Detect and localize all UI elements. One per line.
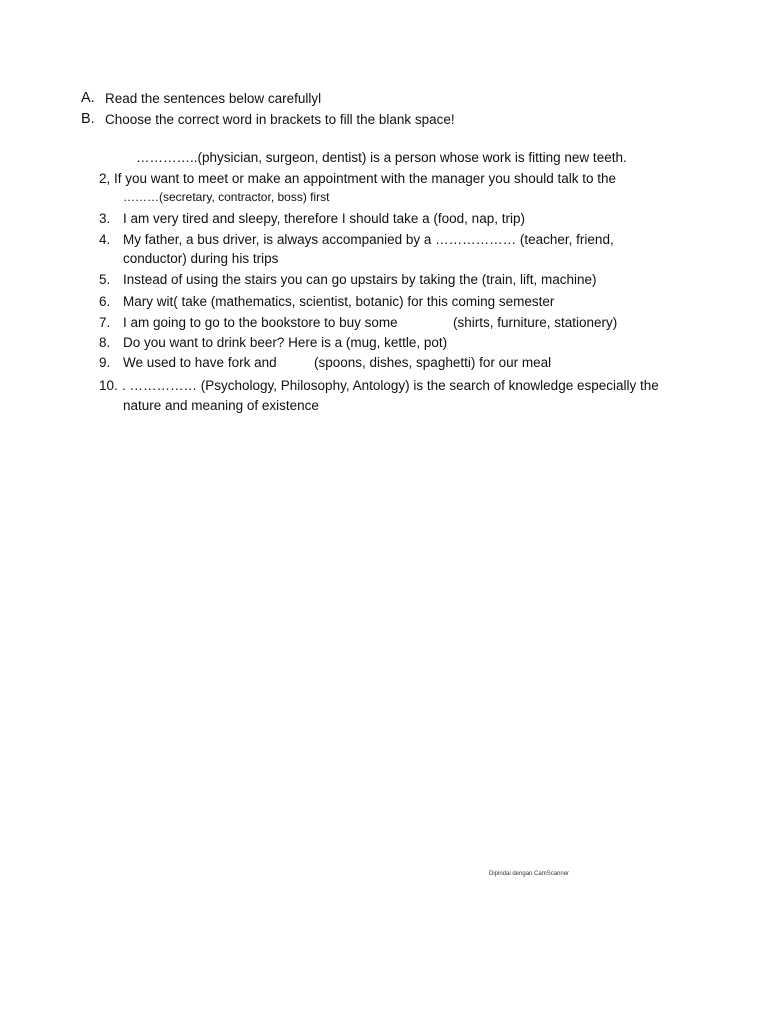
question-5-text: Instead of using the stairs you can go upstairs by taking the (train, lift, machine) <box>123 272 597 287</box>
question-7-text-a: I am going to go to the bookstore to buy some <box>123 315 398 330</box>
question-7-number: 7. <box>99 315 111 330</box>
instruction-a-text: Read the sentences below carefullyl <box>105 91 322 106</box>
question-4-line-2: conductor) during his trips <box>123 251 279 266</box>
question-3-number: 3. <box>99 211 111 226</box>
instruction-a-letter: A. <box>81 90 95 106</box>
scanner-footer-text: Dipindai dengan CamScanner <box>489 871 570 877</box>
question-10-line-2: nature and meaning of existence <box>123 398 319 413</box>
question-10-number: 10. <box>99 378 118 393</box>
instruction-b-text: Choose the correct word in brackets to fill the blank space! <box>105 112 455 127</box>
question-10-line-1: . …………… (Psychology, Philosophy, Antology) is the search of knowledge especially the <box>122 378 659 393</box>
question-5-number: 5. <box>99 272 111 287</box>
question-9-text-b: (spoons, dishes, spaghetti) for our meal <box>314 355 552 370</box>
question-3-text: I am very tired and sleepy, therefore I should take a (food, nap, trip) <box>123 211 525 226</box>
question-8-text: Do you want to drink beer? Here is a (mug, kettle, pot) <box>123 335 448 350</box>
question-9-text-a: We used to have fork and <box>123 355 277 370</box>
question-4-line-1: My father, a bus driver, is always accompanied by a ……………… (teacher, friend, <box>123 232 614 247</box>
question-7-text-b: (shirts, furniture, stationery) <box>453 315 618 330</box>
question-2-line-1: 2, If you want to meet or make an appointment with the manager you should talk to the <box>99 171 617 186</box>
question-2-line-2: ………(secretary, contractor, boss) first <box>123 190 330 204</box>
question-8-number: 8. <box>99 335 111 350</box>
question-4-number: 4. <box>99 232 111 247</box>
instruction-b-letter: B. <box>81 111 95 127</box>
question-1-text: …………..(physician, surgeon, dentist) is a person whose work is fitting new teeth. <box>136 150 627 165</box>
question-9-number: 9. <box>99 355 111 370</box>
question-6-text: Mary wit( take (mathematics, scientist, botanic) for this coming semester <box>123 294 555 309</box>
question-6-number: 6. <box>99 294 111 309</box>
